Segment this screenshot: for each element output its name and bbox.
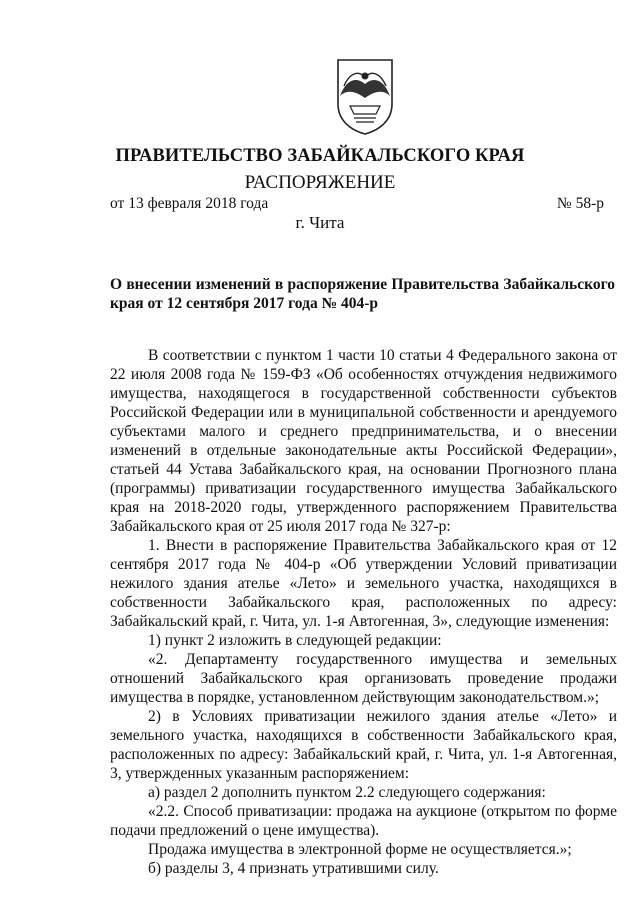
- paragraph-subitem-2: 2) в Условиях приватизации нежилого здания ателье «Лето» и земельного участка, находящихся в собственности Забайкальского края, расположенных по адресу: Забайкальский край, г. Чита, ул. 1-я Автогенная, 3, утвержденных указанным распоряжением:: [110, 708, 617, 782]
- paragraph-quote-2: «2. Департаменту государственного имущества и земельных отношений Забайкальского края организовать проведение продажи имущества в порядке, установленном действующим законодательством.»;: [110, 651, 617, 706]
- document-body: [110, 346, 617, 878]
- paragraph-quote-2-2: «2.2. Способ приватизации: продажа на аукционе (открытом по форме подачи предложений о цене имущества).: [110, 803, 617, 839]
- document-number: № 58-р: [556, 195, 604, 212]
- paragraph-electronic-sale: Продажа имущества в электронной форме не осуществляется.»;: [148, 841, 572, 858]
- government-title: ПРАВИТЕЛЬСТВО ЗАБАЙКАЛЬСКОГО КРАЯ: [115, 146, 525, 166]
- city: г. Чита: [295, 213, 345, 232]
- paragraph-preamble: В соответствии с пунктом 1 части 10 статьи 4 Федерального закона от 22 июля 2008 года № 159-ФЗ «Об особенностях отчуждения недвижимого имущества, находящегося в государственной собственности субъектов Российской Федерации или в муниципальной собственности и арендуемого субъектами малого и среднего предпринимательства, и о внесении изменений в отдельные законодательные акты Российской Федерации», статьей 44 Устава Забайкальского края, на основании Прогнозного плана (программы) приватизации государственного имущества Забайкальского края на 2018-2020 годы, утвержденного распоряжением Правительства Забайкальского края от 25 июля 2017 года № 327-р:: [110, 347, 617, 535]
- paragraph-subitem-a: а) раздел 2 дополнить пунктом 2.2 следующего содержания:: [148, 784, 546, 801]
- document-subject: О внесении изменений в распоряжение Правительства Забайкальского края от 12 сентября 2017 года № 404-р: [110, 276, 615, 312]
- paragraph-subitem-b: б) разделы 3, 4 признать утратившими силу.: [148, 860, 439, 877]
- document-type: РАСПОРЯЖЕНИЕ: [244, 172, 396, 193]
- document-date: от 13 февраля 2018 года: [110, 195, 269, 212]
- coat-of-arms-icon: [330, 56, 400, 136]
- paragraph-item-1: 1. Внести в распоряжение Правительства Забайкальского края от 12 сентября 2017 года № 404-р «Об утверждении Условий приватизации нежилого здания ателье «Лето» и земельного участка, находящихся в собственности Забайкальского края, расположенных по адресу: Забайкальский край, г. Чита, ул. 1-я Автогенная, 3», следующие изменения:: [110, 537, 617, 630]
- paragraph-subitem-1: 1) пункт 2 изложить в следующей редакции:: [148, 632, 442, 649]
